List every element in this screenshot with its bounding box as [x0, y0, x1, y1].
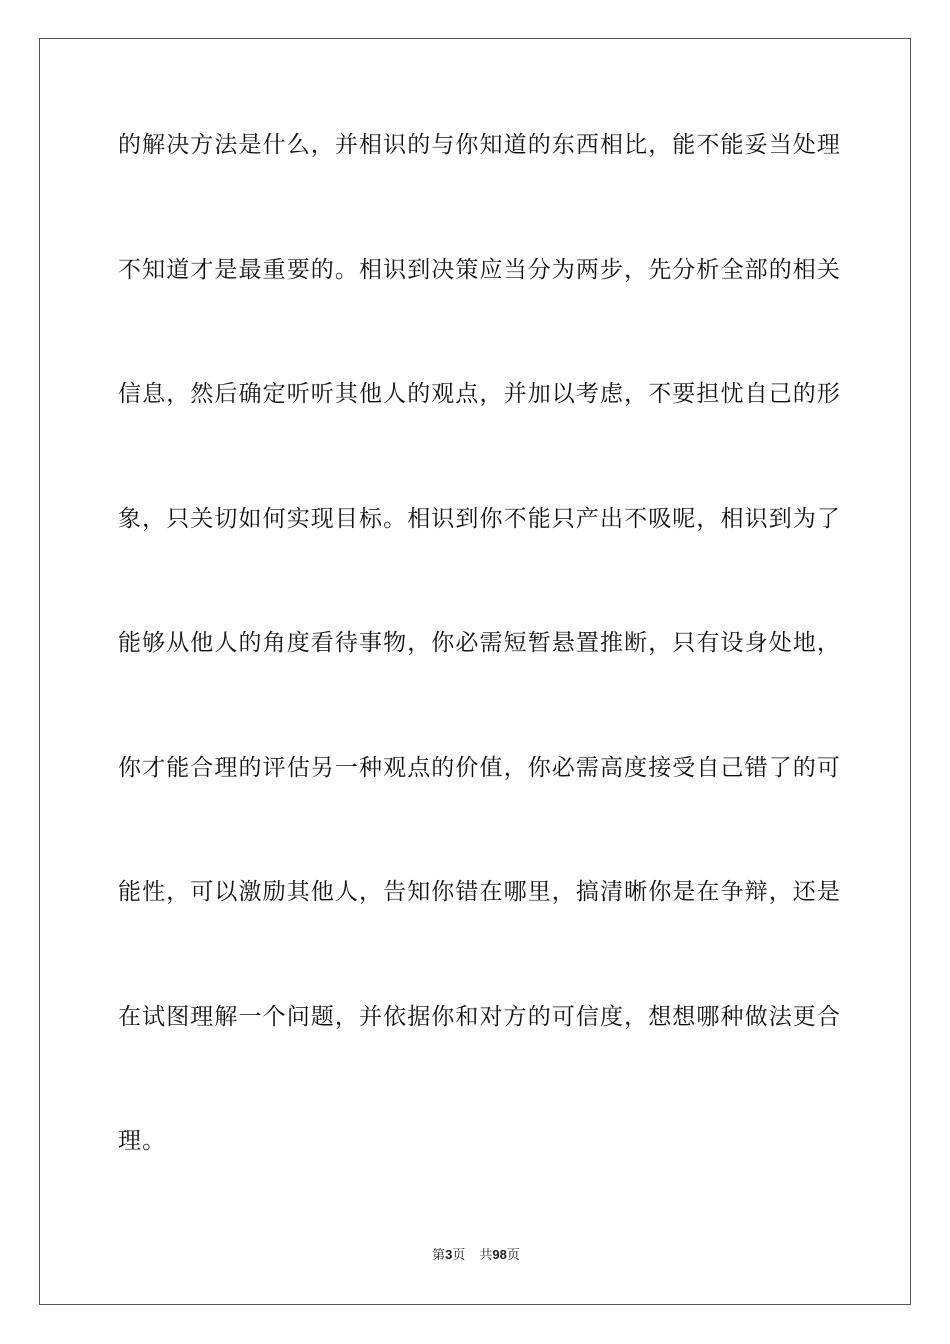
text-line-4: 象，只关切如何实现目标。相识到你不能只产出不吸呢，相识到为了	[118, 505, 841, 532]
page-suffix: 页	[452, 1248, 466, 1263]
body-text	[118, 131, 841, 1252]
text-line-5: 能够从他人的角度看待事物，你必需短暂悬置推断，只有设身处地，	[118, 630, 841, 656]
text-line-9: 理。	[118, 1128, 167, 1154]
text-line-3: 信息，然后确定听听其他人的观点，并加以考虑，不要担忧自己的形	[118, 381, 841, 407]
total-suffix: 页	[506, 1248, 520, 1263]
text-line-1: 的解决方法是什么，并相识的与你知道的东西相比，能不能妥当处理	[118, 132, 841, 158]
total-prefix: 共	[479, 1248, 493, 1263]
text-line-7: 能性，可以激励其他人，告知你错在哪里，搞清晰你是在争辩，还是	[118, 879, 841, 905]
text-line-6: 你才能合理的评估另一种观点的价值，你必需高度接受自己错了的可	[118, 754, 841, 781]
text-line-8: 在试图理解一个问题，并依据你和对方的可信度，想想哪种做法更合	[118, 1003, 841, 1030]
page-footer	[40, 1247, 912, 1264]
page-frame	[39, 38, 911, 1305]
page-number: 3	[445, 1247, 453, 1262]
total-pages: 98	[492, 1247, 507, 1262]
page-prefix: 第	[432, 1248, 446, 1263]
text-line-2: 不知道才是最重要的。相识到决策应当分为两步，先分析全部的相关	[118, 256, 841, 283]
